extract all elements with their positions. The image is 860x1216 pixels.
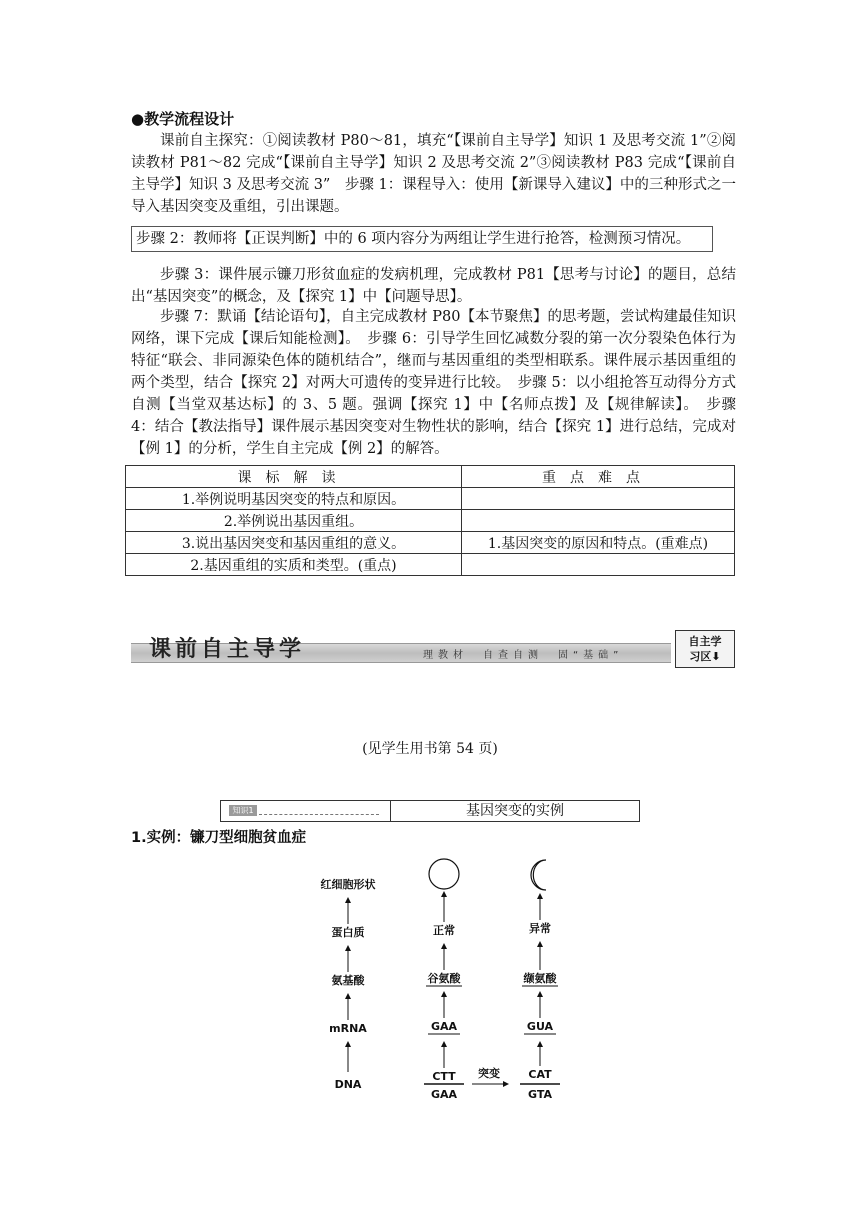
paragraph-steps-7-4	[131, 306, 736, 460]
mutant-dna-top: CAT	[528, 1068, 552, 1081]
paragraph-text: 步骤 7：默诵【结论语句】，自主完成教材 P80【本节聚焦】的思考题，尝试构建最佳知识网络，课下完成【课后知能检测】。 步骤 6：引导学生回忆减数分裂的第一次分裂染色体行为特征“联会、非同源染色体的随机结合”，继而与基因重组的类型相联系。课件展示基因重组的两个类型，结合【探究 2】对两大可遗传的变异进行比较。 步骤 5：以小组抢答互动得分方式自测【当堂双基达标】的 3、5 题。强调【探究 1】中【名师点拨】及【规律解读】。 步骤 4：结合【教法指导】课件展示基因突变对生物性状的影响，结合【探究 1】进行总结，完成对【例 1】的分析，学生自主完成【例 2】的解答。	[131, 309, 736, 457]
normal-mrna: GAA	[430, 1020, 458, 1033]
table-header-cell: 课标解读	[126, 466, 462, 488]
paragraph-preclass	[131, 130, 736, 218]
example-label: 1.实例：镰刀型细胞贫血症	[131, 830, 307, 846]
section-heading: ●教学流程设计	[131, 110, 235, 128]
knowledge-header	[220, 800, 640, 822]
table-cell: 1.基因突变的原因和特点。(重难点)	[462, 532, 735, 554]
level-label-mrna: mRNA	[329, 1022, 367, 1035]
table-header-cell: 重点难点	[462, 466, 735, 488]
section-banner	[131, 630, 736, 668]
table-cell	[462, 554, 735, 576]
normal-amino-acid: 谷氨酸	[427, 972, 461, 985]
mutant-protein: 异常	[529, 922, 551, 935]
table-cell: 3.说出基因突变和基因重组的意义。	[126, 532, 462, 554]
banner-tag	[675, 630, 735, 668]
mutant-mrna: GUA	[526, 1020, 554, 1033]
table-row	[126, 554, 735, 576]
table-row	[126, 488, 735, 510]
banner-tag-line: 自主学	[688, 635, 722, 648]
dashed-line	[259, 814, 379, 815]
mutation-label: 突变	[478, 1067, 500, 1080]
sickle-cell-diagram	[300, 848, 600, 1113]
banner-title: 课前自主导学	[149, 637, 306, 662]
mutant-amino-acid: 缬氨酸	[523, 972, 557, 985]
table-row	[126, 510, 735, 532]
sickle-cell-icon	[531, 860, 546, 890]
table-cell: 1.举例说明基因突变的特点和原因。	[126, 488, 462, 510]
paragraph-text: 课前自主探究：①阅读教材 P80～81，填充“【课前自主导学】知识 1 及思考交流 1”②阅读教材 P81～82 完成“【课前自主导学】知识 2 及思考交流 2”③阅读教材 P83 完成“【课前自主导学】知识 3 及思考交流 3” 步骤 1：课程导入：使用【新课导入建议】中的三种形式之一导入基因突变及重组，引出课题。	[131, 133, 736, 215]
level-label-cell-shape: 红细胞形状	[320, 878, 376, 891]
knowledge-badge-area	[221, 801, 391, 821]
page-reference: (见学生用书第 54 页)	[362, 741, 498, 757]
normal-cell-icon	[429, 859, 459, 889]
mutant-dna-bottom: GTA	[528, 1088, 552, 1101]
knowledge-badge: 知识1	[229, 805, 257, 816]
banner-tag-line: 习区⬇	[689, 650, 721, 663]
level-label-amino-acid: 氨基酸	[331, 974, 365, 987]
knowledge-title: 基因突变的实例	[466, 803, 564, 819]
banner-subtitle: 理教材 自查自测 固“基础”	[423, 650, 624, 661]
table-cell: 2.举例说出基因重组。	[126, 510, 462, 532]
table-header-row	[126, 466, 735, 488]
table-cell	[462, 488, 735, 510]
level-label-protein: 蛋白质	[331, 926, 365, 939]
paragraph-text: 步骤 3：课件展示镰刀形贫血症的发病机理，完成教材 P81【思考与讨论】的题目，总结出“基因突变”的概念，及【探究 1】中【问题导思】。	[131, 267, 736, 305]
table-row	[126, 532, 735, 554]
level-label-dna: DNA	[334, 1078, 362, 1091]
paragraph-step-3	[131, 264, 736, 308]
boxed-step-2: 步骤 2：教师将【正误判断】中的 6 项内容分为两组让学生进行抢答，检测预习情况。	[131, 226, 713, 252]
normal-dna-top: CTT	[432, 1070, 456, 1083]
normal-dna-bottom: GAA	[430, 1088, 458, 1101]
table-cell: 2.基因重组的实质和类型。(重点)	[126, 554, 462, 576]
normal-protein: 正常	[433, 924, 455, 937]
table-cell	[462, 510, 735, 532]
curriculum-table	[125, 465, 735, 576]
